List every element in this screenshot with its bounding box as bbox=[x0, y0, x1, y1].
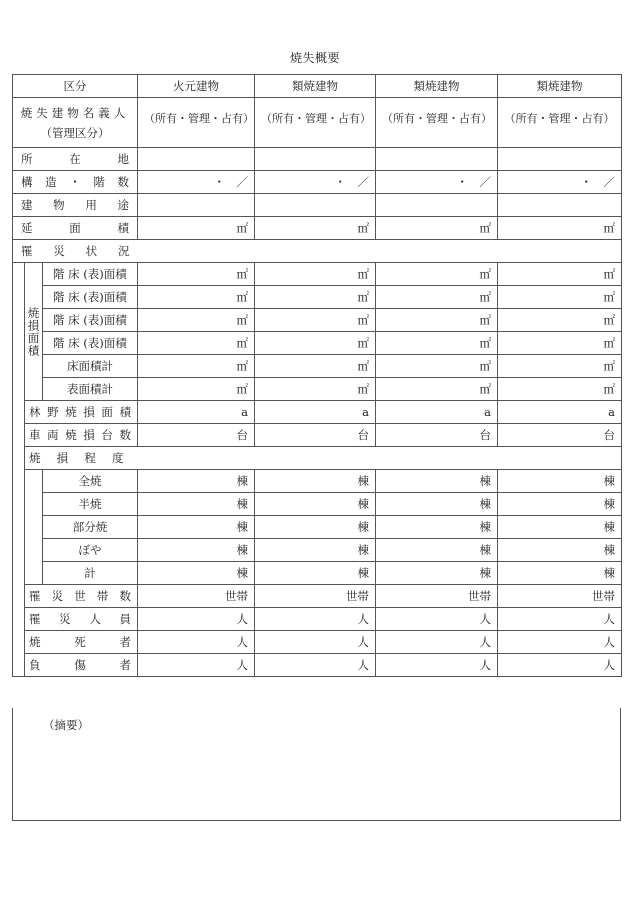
injured-cell-1[interactable]: 人 bbox=[138, 654, 255, 677]
degree-5-cell-4[interactable]: 棟 bbox=[498, 562, 622, 585]
injured-label: 負傷者 bbox=[25, 654, 138, 677]
total-area-row bbox=[13, 217, 622, 240]
floor-area-3-cell-3[interactable]: ㎡ bbox=[376, 309, 498, 332]
location-cell-4[interactable] bbox=[498, 148, 622, 171]
floor-area-2-cell-3[interactable]: ㎡ bbox=[376, 286, 498, 309]
floor-area-4-cell-2[interactable]: ㎡ bbox=[255, 332, 376, 355]
vehicle-cell-3[interactable]: 台 bbox=[376, 424, 498, 447]
usage-cell-3[interactable] bbox=[376, 194, 498, 217]
summary-label: （摘要） bbox=[43, 718, 89, 732]
persons-cell-2[interactable]: 人 bbox=[255, 608, 376, 631]
households-cell-3[interactable]: 世帯 bbox=[376, 585, 498, 608]
degree-4-cell-3[interactable]: 棟 bbox=[376, 539, 498, 562]
deaths-cell-1[interactable]: 人 bbox=[138, 631, 255, 654]
usage-label: 建物用途 bbox=[13, 194, 138, 217]
structure-row bbox=[13, 171, 622, 194]
location-label: 所在地 bbox=[13, 148, 138, 171]
degree-1-cell-1[interactable]: 棟 bbox=[138, 470, 255, 493]
floor-area-1-cell-2[interactable]: ㎡ bbox=[255, 263, 376, 286]
forest-indent bbox=[13, 401, 25, 447]
degree-item-label-2: 半焼 bbox=[43, 493, 138, 516]
floor-area-2-cell-1[interactable]: ㎡ bbox=[138, 286, 255, 309]
forest-cell-2[interactable]: a bbox=[255, 401, 376, 424]
total-area-cell-2[interactable]: ㎡ bbox=[255, 217, 376, 240]
degree-label: 焼損程度 bbox=[25, 447, 138, 470]
usage-row bbox=[13, 194, 622, 217]
page-title: 焼失概要 bbox=[289, 51, 340, 65]
degree-3-cell-4[interactable]: 棟 bbox=[498, 516, 622, 539]
location-row bbox=[13, 148, 622, 171]
owner-cell-3[interactable]: （所有・管理・占有） bbox=[376, 98, 498, 148]
header-row bbox=[13, 75, 622, 98]
forest-cell-1[interactable]: a bbox=[138, 401, 255, 424]
degree-3-cell-2[interactable]: 棟 bbox=[255, 516, 376, 539]
floor-total-cell-3[interactable]: ㎡ bbox=[376, 355, 498, 378]
degree-item-label-1: 全焼 bbox=[43, 470, 138, 493]
damage-blank bbox=[138, 240, 622, 263]
owner-cell-4[interactable]: （所有・管理・占有） bbox=[498, 98, 622, 148]
deaths-cell-4[interactable]: 人 bbox=[498, 631, 622, 654]
floor-area-1-cell-4[interactable]: ㎡ bbox=[498, 263, 622, 286]
floor-area-label-1: 階 床 (表)面積 bbox=[43, 263, 138, 286]
floor-area-3-cell-1[interactable]: ㎡ bbox=[138, 309, 255, 332]
floor-area-1-cell-1[interactable]: ㎡ bbox=[138, 263, 255, 286]
households-label: 罹災世帯数 bbox=[25, 585, 138, 608]
degree-item-row-3 bbox=[13, 516, 622, 539]
floor-area-label-3: 階 床 (表)面積 bbox=[43, 309, 138, 332]
surface-total-row bbox=[13, 378, 622, 401]
total-area-cell-1[interactable]: ㎡ bbox=[138, 217, 255, 240]
degree-sub-indent bbox=[25, 470, 43, 585]
households-cell-4[interactable]: 世帯 bbox=[498, 585, 622, 608]
structure-cell-2[interactable]: ・ ／ bbox=[255, 171, 376, 194]
floor-area-3-cell-4[interactable]: ㎡ bbox=[498, 309, 622, 332]
floor-area-row-4 bbox=[13, 332, 622, 355]
structure-cell-4[interactable]: ・ ／ bbox=[498, 171, 622, 194]
forest-cell-4[interactable]: a bbox=[498, 401, 622, 424]
households-cell-2[interactable]: 世帯 bbox=[255, 585, 376, 608]
households-row bbox=[13, 585, 622, 608]
degree-item-row-2 bbox=[13, 493, 622, 516]
floor-area-2-cell-4[interactable]: ㎡ bbox=[498, 286, 622, 309]
header-col-4: 類焼建物 bbox=[498, 75, 622, 98]
floor-area-label-2: 階 床 (表)面積 bbox=[43, 286, 138, 309]
header-col-1: 火元建物 bbox=[138, 75, 255, 98]
floor-area-4-cell-4[interactable]: ㎡ bbox=[498, 332, 622, 355]
degree-5-cell-3[interactable]: 棟 bbox=[376, 562, 498, 585]
forest-label: 林野焼損面積 bbox=[25, 401, 138, 424]
persons-cell-4[interactable]: 人 bbox=[498, 608, 622, 631]
deaths-label: 焼死者 bbox=[25, 631, 138, 654]
degree-4-cell-1[interactable]: 棟 bbox=[138, 539, 255, 562]
owner-label bbox=[13, 98, 138, 148]
floor-area-1-cell-3[interactable]: ㎡ bbox=[376, 263, 498, 286]
surface-total-cell-1[interactable]: ㎡ bbox=[138, 378, 255, 401]
persons-cell-1[interactable]: 人 bbox=[138, 608, 255, 631]
floor-total-cell-2[interactable]: ㎡ bbox=[255, 355, 376, 378]
usage-cell-2[interactable] bbox=[255, 194, 376, 217]
surface-total-label: 表面積計 bbox=[43, 378, 138, 401]
floor-area-4-cell-1[interactable]: ㎡ bbox=[138, 332, 255, 355]
households-cell-1[interactable]: 世帯 bbox=[138, 585, 255, 608]
total-area-cell-3[interactable]: ㎡ bbox=[376, 217, 498, 240]
degree-2-cell-2[interactable]: 棟 bbox=[255, 493, 376, 516]
header-col-2: 類焼建物 bbox=[255, 75, 376, 98]
total-area-cell-4[interactable]: ㎡ bbox=[498, 217, 622, 240]
floor-total-label: 床面積計 bbox=[43, 355, 138, 378]
forest-cell-3[interactable]: a bbox=[376, 401, 498, 424]
location-cell-1[interactable] bbox=[138, 148, 255, 171]
structure-cell-3[interactable]: ・ ／ bbox=[376, 171, 498, 194]
degree-2-cell-1[interactable]: 棟 bbox=[138, 493, 255, 516]
owner-row bbox=[13, 98, 622, 148]
degree-indent bbox=[13, 447, 25, 677]
floor-area-row-3 bbox=[13, 309, 622, 332]
degree-4-cell-2[interactable]: 棟 bbox=[255, 539, 376, 562]
deaths-row bbox=[13, 631, 622, 654]
injured-cell-4[interactable]: 人 bbox=[498, 654, 622, 677]
usage-cell-1[interactable] bbox=[138, 194, 255, 217]
floor-area-row-2 bbox=[13, 286, 622, 309]
owner-label-line1: 焼失建物名義人 bbox=[20, 105, 130, 120]
owner-cell-2[interactable]: （所有・管理・占有） bbox=[255, 98, 376, 148]
floor-area-label-4: 階 床 (表)面積 bbox=[43, 332, 138, 355]
floor-area-3-cell-2[interactable]: ㎡ bbox=[255, 309, 376, 332]
degree-3-cell-3[interactable]: 棟 bbox=[376, 516, 498, 539]
floor-total-cell-4[interactable]: ㎡ bbox=[498, 355, 622, 378]
structure-cell-1[interactable]: ・ ／ bbox=[138, 171, 255, 194]
damage-row bbox=[13, 240, 622, 263]
location-cell-3[interactable] bbox=[376, 148, 498, 171]
vehicle-cell-2[interactable]: 台 bbox=[255, 424, 376, 447]
degree-4-cell-4[interactable]: 棟 bbox=[498, 539, 622, 562]
degree-item-label-3: 部分焼 bbox=[43, 516, 138, 539]
injured-cell-3[interactable]: 人 bbox=[376, 654, 498, 677]
degree-5-cell-2[interactable]: 棟 bbox=[255, 562, 376, 585]
degree-item-label-5: 計 bbox=[43, 562, 138, 585]
owner-label-line2: （管理区分） bbox=[40, 125, 110, 140]
damage-indent bbox=[13, 263, 25, 401]
degree-2-cell-3[interactable]: 棟 bbox=[376, 493, 498, 516]
deaths-cell-3[interactable]: 人 bbox=[376, 631, 498, 654]
degree-blank bbox=[138, 447, 622, 470]
persons-cell-3[interactable]: 人 bbox=[376, 608, 498, 631]
header-col-3: 類焼建物 bbox=[376, 75, 498, 98]
vehicle-label: 車両焼損台数 bbox=[25, 424, 138, 447]
total-area-label: 延面積 bbox=[13, 217, 138, 240]
degree-item-row-4 bbox=[13, 539, 622, 562]
floor-total-cell-1[interactable]: ㎡ bbox=[138, 355, 255, 378]
injured-row bbox=[13, 654, 622, 677]
usage-cell-4[interactable] bbox=[498, 194, 622, 217]
degree-1-cell-4[interactable]: 棟 bbox=[498, 470, 622, 493]
burned-area-group-label: 焼損面積 bbox=[25, 263, 43, 401]
floor-total-row bbox=[13, 355, 622, 378]
surface-total-cell-4[interactable]: ㎡ bbox=[498, 378, 622, 401]
injured-cell-2[interactable]: 人 bbox=[255, 654, 376, 677]
floor-area-2-cell-2[interactable]: ㎡ bbox=[255, 286, 376, 309]
degree-3-cell-1[interactable]: 棟 bbox=[138, 516, 255, 539]
owner-cell-1[interactable]: （所有・管理・占有） bbox=[138, 98, 255, 148]
persons-row bbox=[13, 608, 622, 631]
damage-label: 罹災状況 bbox=[13, 240, 138, 263]
degree-2-cell-4[interactable]: 棟 bbox=[498, 493, 622, 516]
structure-label: 構造・階数 bbox=[13, 171, 138, 194]
header-label: 区分 bbox=[13, 75, 138, 98]
persons-label: 罹災人員 bbox=[25, 608, 138, 631]
degree-5-cell-1[interactable]: 棟 bbox=[138, 562, 255, 585]
degree-item-row-5 bbox=[13, 562, 622, 585]
degree-1-cell-3[interactable]: 棟 bbox=[376, 470, 498, 493]
floor-area-4-cell-3[interactable]: ㎡ bbox=[376, 332, 498, 355]
floor-area-row-1 bbox=[13, 263, 622, 286]
degree-row bbox=[13, 447, 622, 470]
fire-summary-table bbox=[12, 74, 622, 677]
vehicle-row bbox=[13, 424, 622, 447]
forest-row bbox=[13, 401, 622, 424]
degree-item-row-1 bbox=[13, 470, 622, 493]
deaths-cell-2[interactable]: 人 bbox=[255, 631, 376, 654]
degree-1-cell-2[interactable]: 棟 bbox=[255, 470, 376, 493]
vehicle-cell-1[interactable]: 台 bbox=[138, 424, 255, 447]
location-cell-2[interactable] bbox=[255, 148, 376, 171]
surface-total-cell-3[interactable]: ㎡ bbox=[376, 378, 498, 401]
degree-item-label-4: ぼや bbox=[43, 539, 138, 562]
vehicle-cell-4[interactable]: 台 bbox=[498, 424, 622, 447]
summary-box[interactable] bbox=[12, 708, 621, 821]
surface-total-cell-2[interactable]: ㎡ bbox=[255, 378, 376, 401]
